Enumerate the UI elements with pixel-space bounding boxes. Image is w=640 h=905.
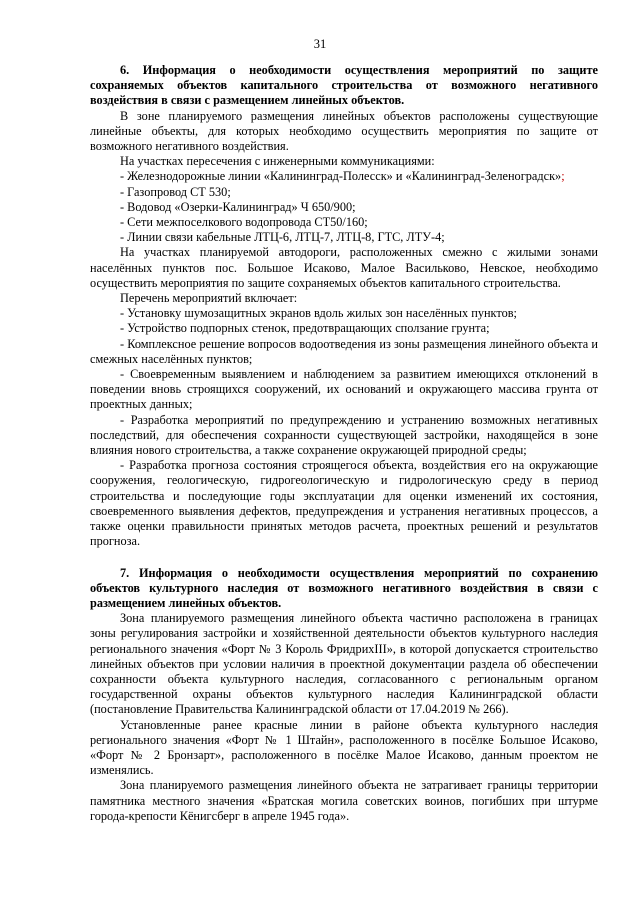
crossing-item-railways — [90, 169, 598, 184]
section-6-heading: 6. Информация о необходимости осуществления мероприятий по защите сохраняемых объектов капитального строительства от возможного негативного воздействия в связи с размещением линейных объектов. — [90, 63, 598, 108]
measure-item-retaining-walls: - Устройство подпорных стенок, предотвращающих сползание грунта; — [120, 321, 490, 336]
measure-item-monitoring: - Своевременным выявлением и наблюдением за развитием имеющихся отклонений в поведении вновь строящихся сооружений, их оснований и окружающего массива грунта от проектных данных; — [90, 367, 598, 412]
section-7-paragraph-3: Зона планируемого размещения линейного объекта не затрагивает границы территории памятника местного значения «Братская могила советских воинов, погибших при штурме города-крепости Кёнигсберг в апреле 1945 года». — [90, 778, 598, 823]
section-6-paragraph-3: На участках планируемой автодороги, расположенных смежно с жилыми зонами населённых пунктов пос. Большое Исаково, Малое Васильково, Невское, необходимо осуществить мероприятия по защите сохраняемых объектов капитального строительства. — [90, 245, 598, 290]
section-7-paragraph-1: Зона планируемого размещения линейного объекта частично расположена в границах зоны регулирования застройки и хозяйственной деятельности объектов культурного наследия регионального значения «Форт № 3 Король ФридрихIII», в которой допускается строительство линейных объектов при условии наличия в проектной документации раздела об обеспечении сохранности объекта культурного наследия, согласованного с региональным органом государственной охраны объектов культурного наследия Калининградской области (постановление Правительства Калининградской области от 17.04.2019 № 266). — [90, 611, 598, 717]
crossing-item-water-network: - Сети межпоселкового водопровода СТ50/160; — [120, 215, 368, 230]
section-6-paragraph-2: На участках пересечения с инженерными коммуникациями: — [120, 154, 435, 169]
crossing-item-gas-pipeline: - Газопровод СТ 530; — [120, 184, 231, 199]
section-6-paragraph-1: В зоне планируемого размещения линейных объектов расположены существующие линейные объекты, для которых необходимо осуществить мероприятия по защите от возможного негативного воздействия. — [90, 108, 598, 154]
measure-item-prevention: - Разработка мероприятий по предупреждению и устранению возможных негативных последствий, для обеспечения сохранности существующей застройки, находящейся в зоне влияния нового строительства, а также сохранение окружающей природной среды; — [90, 412, 598, 458]
section-7-heading: 7. Информация о необходимости осуществления мероприятий по сохранению объектов культурного наследия от возможного негативного воздействия в связи с размещением линейных объектов. — [90, 565, 598, 610]
measure-item-drainage: - Комплексное решение вопросов водоотведения из зоны размещения линейного объекта и смежных населённых пунктов; — [90, 336, 598, 366]
crossing-item-cable-lines: - Линии связи кабельные ЛТЦ-6, ЛТЦ-7, ЛТЦ-8, ГТС, ЛТУ-4; — [120, 230, 445, 245]
section-6-paragraph-4: Перечень мероприятий включает: — [120, 291, 298, 306]
section-spacer — [90, 550, 598, 566]
crossing-item-railways-mark: ; — [561, 169, 565, 184]
measure-item-forecast: - Разработка прогноза состояния строящегося объекта, воздействия его на окружающие сооружения, геологическую, гидрогеологическую и гидрологическую среду в период строительства и последующие годы эксплуатации для оценки изменений их состояния, своевременного выявления дефектов, предупреждения и устранения негативных процессов, а также оценки правильности принятых методов расчета, проектных решений и результатов прогноза. — [90, 458, 598, 549]
crossing-item-railways-text: - Железнодорожные линии «Калининград-Полесск» и «Калининград-Зеленоградск» — [120, 169, 562, 184]
crossing-item-water-main: - Водовод «Озерки-Калининград» Ч 650/900; — [120, 199, 356, 214]
section-7-paragraph-2: Установленные ранее красные линии в районе объекта культурного наследия регионального значения «Форт № 1 Штайн», расположенного в посёлке Большое Исаково, «Форт № 2 Бронзарт», расположенного в посёлке Малое Исаково, данным проектом не изменялись. — [90, 717, 598, 778]
page-number: 31 — [313, 37, 327, 51]
page-content — [90, 63, 598, 824]
measure-item-noise-screens: - Установку шумозащитных экранов вдоль жилых зон населённых пунктов; — [120, 306, 517, 321]
